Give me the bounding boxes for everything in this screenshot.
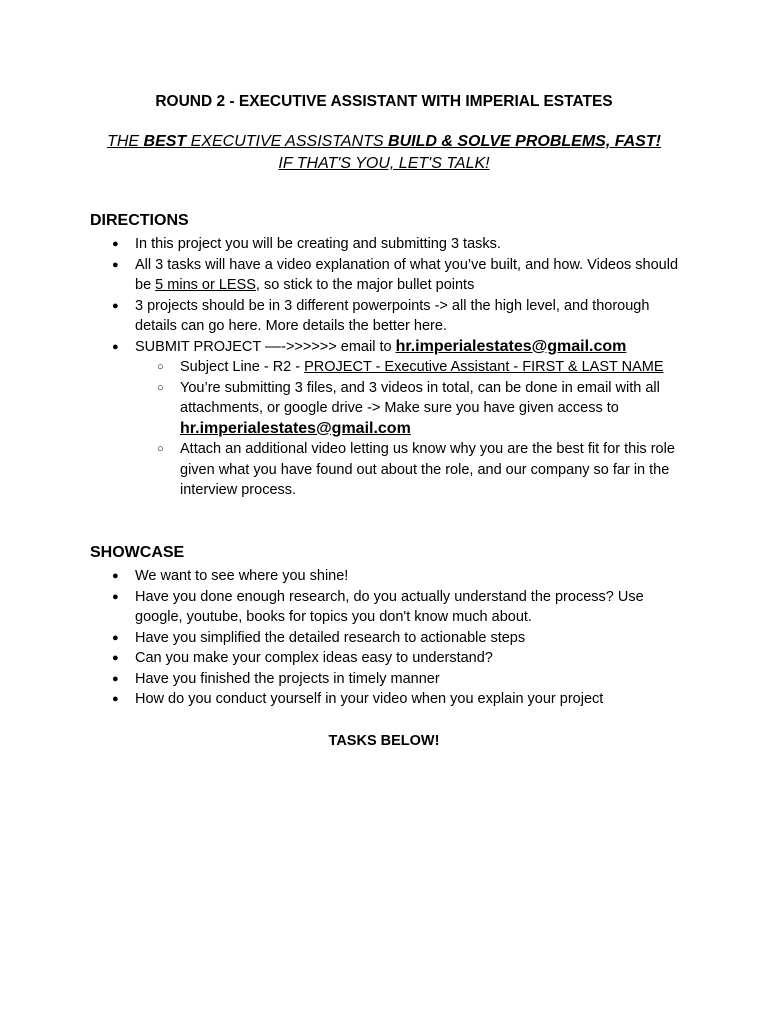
tagline xyxy=(0,131,768,175)
list-item: ● 3 projects should be in 3 different powerpoints -> all the high level, and thorough details can go here. More details the better here. xyxy=(90,296,690,337)
list-item: ● How do you conduct yourself in your video when you explain your project xyxy=(90,689,690,710)
submit-sublist xyxy=(135,357,690,501)
list-item: ● All 3 tasks will have a video explanation of what you’ve built, and how. Videos should be 5 mins or LESS, so stick to the major bullet points xyxy=(90,255,690,296)
list-item: ○ You’re submitting 3 files, and 3 videos in total, can be done in email with all attachments, or google drive -> Make sure you have given access to hr.imperialestates@gmail.com xyxy=(135,378,690,440)
list-item: ● In this project you will be creating and submitting 3 tasks. xyxy=(90,234,690,255)
list-item: ● Can you make your complex ideas easy to understand? xyxy=(90,648,690,669)
list-item: ● Have you finished the projects in timely manner xyxy=(90,669,690,690)
tagline-line-1: THE BEST EXECUTIVE ASSISTANTS BUILD & SOLVE PROBLEMS, FAST! xyxy=(107,133,661,150)
tasks-below-label: TASKS BELOW! xyxy=(328,733,440,749)
showcase-list xyxy=(90,566,690,710)
directions-heading: DIRECTIONS xyxy=(90,212,189,229)
document-title: ROUND 2 - EXECUTIVE ASSISTANT WITH IMPERIAL ESTATES xyxy=(155,93,613,110)
email-link[interactable]: hr.imperialestates@gmail.com xyxy=(180,419,411,437)
list-item: ○ Attach an additional video letting us know why you are the best fit for this role given what you have found out about the role, and our company so far in the interview process. xyxy=(135,439,690,501)
showcase-heading: SHOWCASE xyxy=(90,544,185,561)
list-item: ● Have you simplified the detailed research to actionable steps xyxy=(90,628,690,649)
list-item: ● We want to see where you shine! xyxy=(90,566,690,587)
list-item: ● Have you done enough research, do you actually understand the process? Use google, youtube, books for topics you don't know much about. xyxy=(90,587,690,628)
email-link[interactable]: hr.imperialestates@gmail.com xyxy=(395,337,627,355)
tagline-line-2: IF THAT'S YOU, LET'S TALK! xyxy=(278,155,490,172)
list-item: ○ Subject Line - R2 - PROJECT - Executive Assistant - FIRST & LAST NAME xyxy=(135,357,690,378)
directions-list xyxy=(90,234,690,501)
list-item: ● SUBMIT PROJECT ––->>>>>> email to hr.imperialestates@gmail.com ○ Subject Line - R2 - PROJECT - Executive Assistant - FIRST & LAST NAME ○ You’re submitting 3 files, and 3 videos in total, can be done in email with all attachments, or google drive -> Make sure you have given access to hr.imperialestates@gmail.com ○ Attach an additional video letting us know why you are the best fit for this role given what you have found out about the role, and our company so far in the interview process. xyxy=(90,337,690,501)
